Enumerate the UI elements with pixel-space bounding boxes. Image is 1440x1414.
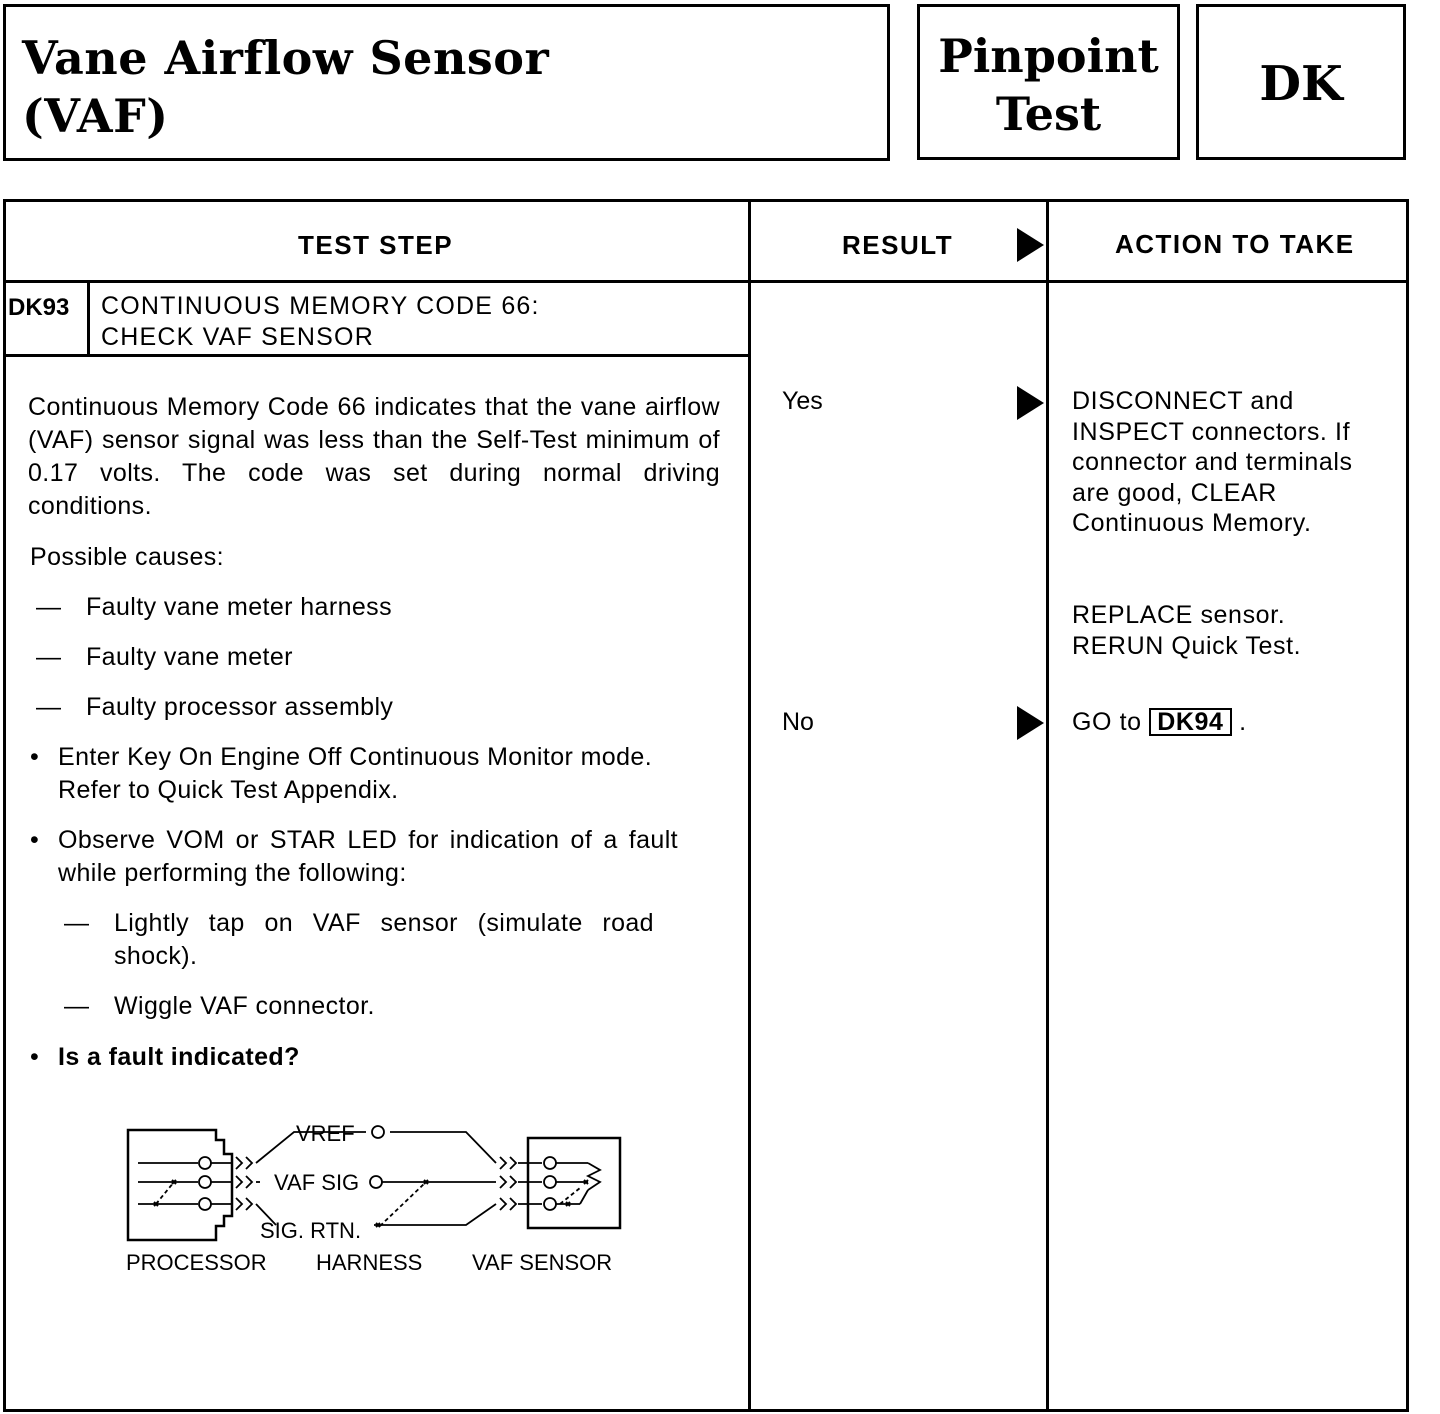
cause-item: Faulty vane meter bbox=[86, 643, 293, 671]
cause-item: Faulty processor assembly bbox=[86, 693, 394, 721]
result-yes: Yes bbox=[782, 387, 823, 415]
column-divider-2 bbox=[1046, 199, 1049, 1412]
header-arrow-icon bbox=[1017, 228, 1044, 262]
wire-label-vref: VREF bbox=[296, 1121, 355, 1146]
instruction-1: Enter Key On Engine Off Continuous Monitor mode. Refer to Quick Test Appendix. bbox=[58, 743, 653, 804]
bullet-icon: • bbox=[30, 826, 39, 854]
question: Is a fault indicated? bbox=[58, 1043, 300, 1071]
cause-item: Faulty vane meter harness bbox=[86, 593, 392, 621]
header-action-to-take: ACTION TO TAKE bbox=[1115, 229, 1355, 259]
bullet-icon: • bbox=[30, 1043, 39, 1071]
step-id-divider bbox=[87, 282, 90, 356]
pinpoint-test-label bbox=[920, 27, 1177, 143]
column-divider-1 bbox=[748, 199, 751, 1412]
page-title-line2: (VAF) bbox=[22, 89, 169, 143]
cause-dash: — bbox=[36, 693, 61, 721]
bullet-icon: • bbox=[30, 743, 39, 771]
action-yes-1: DISCONNECT and INSPECT connectors. If connector and terminals are good, CLEAR Continuous Memory. bbox=[1072, 387, 1353, 537]
step-title-divider bbox=[3, 354, 751, 357]
causes-label: Possible causes: bbox=[30, 543, 224, 571]
page-title-line1: Vane Airflow Sensor bbox=[22, 31, 550, 85]
instruction-2: Observe VOM or STAR LED for indication of a fault while performing the following: bbox=[58, 826, 678, 887]
step-intro: Continuous Memory Code 66 indicates that the vane airflow (VAF) sensor signal was less than the Self-Test minimum of 0.17 volts. The code was set during normal driving conditions. bbox=[28, 393, 720, 520]
action-no bbox=[1072, 707, 1247, 738]
step-id: DK93 bbox=[8, 294, 70, 321]
header-result: RESULT bbox=[842, 230, 954, 260]
test-code-box bbox=[1196, 4, 1406, 160]
wire-label-vaf-sig: VAF SIG bbox=[274, 1170, 360, 1195]
step-title-line2: CHECK VAF SENSOR bbox=[101, 323, 374, 351]
wire-label-sig-rtn: SIG. RTN. bbox=[260, 1218, 362, 1243]
sub-action-dash: — bbox=[64, 992, 89, 1020]
header-divider bbox=[3, 280, 1409, 283]
action-no-prefix: GO to bbox=[1072, 708, 1142, 736]
cause-dash: — bbox=[36, 643, 61, 671]
step-ref-dk94: DK94 bbox=[1149, 708, 1231, 736]
result-yes-arrow-icon bbox=[1017, 386, 1044, 420]
header-test-step: TEST STEP bbox=[298, 230, 454, 260]
label-harness: HARNESS bbox=[316, 1250, 423, 1275]
pinpoint-test-box bbox=[917, 4, 1180, 160]
step-title-line1: CONTINUOUS MEMORY CODE 66: bbox=[101, 292, 540, 320]
sensor-outline bbox=[528, 1138, 620, 1228]
label-processor: PROCESSOR bbox=[126, 1250, 267, 1275]
cause-dash: — bbox=[36, 593, 61, 621]
result-no-arrow-icon bbox=[1017, 706, 1044, 740]
page-title bbox=[22, 29, 549, 145]
test-code-label: DK bbox=[1259, 56, 1343, 112]
action-no-suffix: . bbox=[1239, 708, 1247, 736]
result-no: No bbox=[782, 708, 814, 736]
title-box bbox=[3, 4, 890, 161]
pinpoint-line1: Pinpoint bbox=[938, 29, 1159, 83]
wiring-diagram bbox=[110, 1118, 640, 1288]
sub-action-item: Wiggle VAF connector. bbox=[114, 992, 375, 1020]
step-title bbox=[101, 291, 540, 353]
pinpoint-line2: Test bbox=[995, 87, 1102, 141]
action-yes-2: REPLACE sensor. RERUN Quick Test. bbox=[1072, 601, 1302, 660]
processor-outline bbox=[128, 1130, 232, 1240]
sub-action-item: Lightly tap on VAF sensor (simulate road shock). bbox=[114, 909, 654, 970]
sub-action-dash: — bbox=[64, 909, 89, 937]
label-vaf-sensor: VAF SENSOR bbox=[472, 1250, 613, 1275]
